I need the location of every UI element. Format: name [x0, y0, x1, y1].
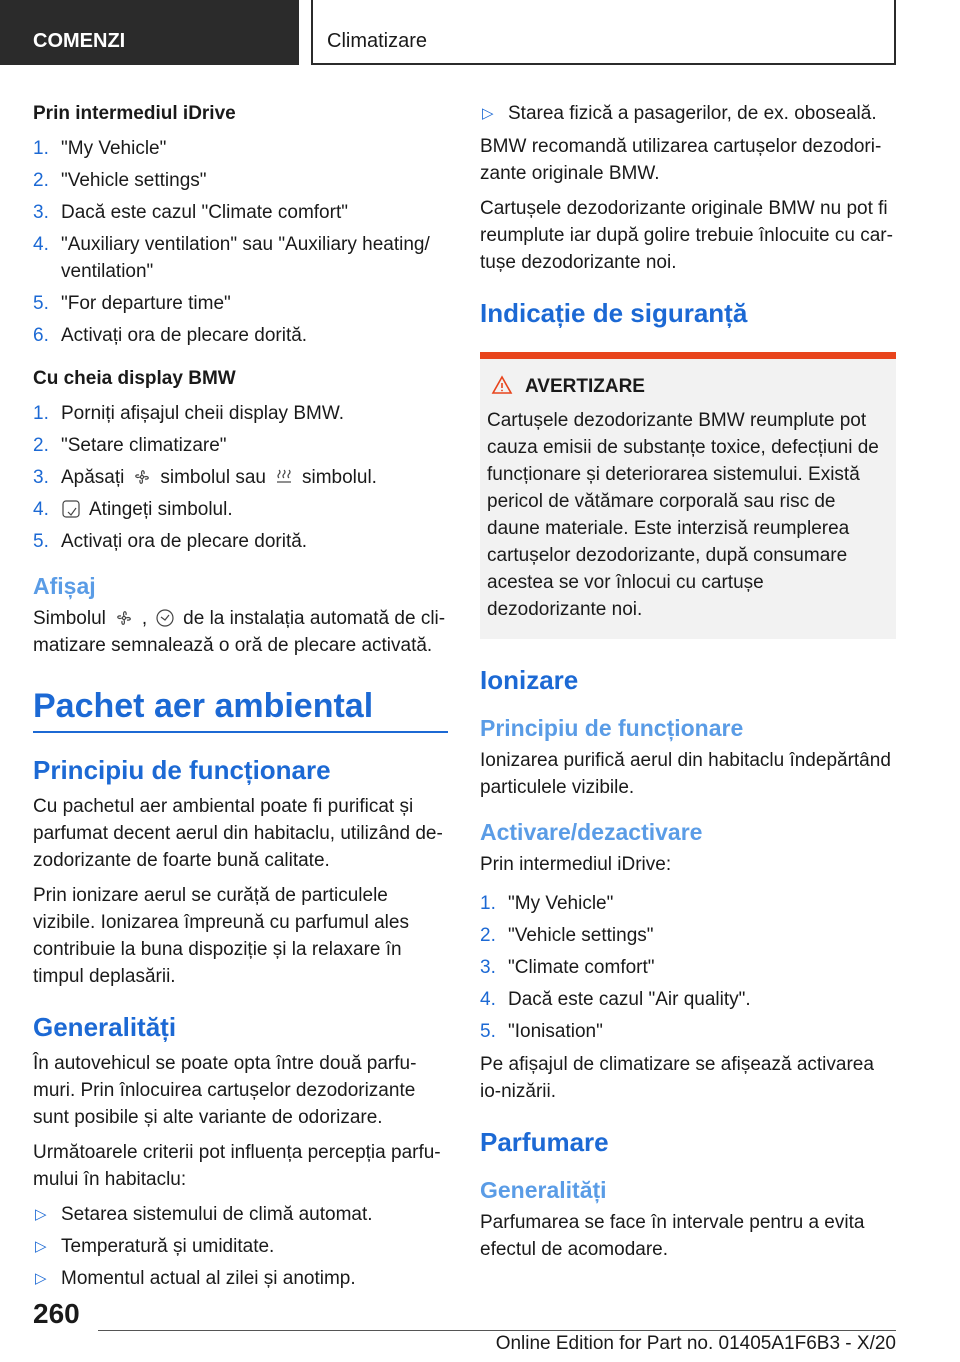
list-item: 1. Porniți afișajul cheii display BMW.: [33, 403, 344, 424]
list-item: 2. "Vehicle settings": [480, 925, 654, 946]
right-column: [480, 100, 896, 1271]
list-item: 5. "Ionisation": [480, 1021, 603, 1042]
list-item: ▷ Temperatură și umiditate.: [35, 1236, 275, 1257]
list-item: 3. Dacă este cazul "Climate comfort": [33, 202, 348, 223]
header-chapter-tab: Climatizare: [311, 0, 896, 65]
list-item: 3. "Climate comfort": [480, 957, 655, 978]
activare-heading: Activare/dezactivare: [480, 819, 703, 845]
list-item: 6. Activați ora de plecare dorită.: [33, 325, 308, 346]
left-column: [33, 100, 448, 1304]
criteria-list-continued: [480, 100, 896, 127]
idrive-steps: [33, 135, 448, 349]
parf-generalitati-text: Parfumarea se face în intervale pentru a evita efectul de acomodare.: [480, 1212, 865, 1260]
list-item: 4. Atingeți simbolul.: [33, 499, 233, 520]
clock-icon: [155, 608, 175, 628]
display-key-heading: Cu cheia display BMW: [33, 368, 236, 389]
list-item: ▷ Starea fizică a pasagerilor, de ex. oboseală.: [482, 103, 877, 124]
parfumare-heading: Parfumare: [480, 1127, 609, 1157]
list-item: 4. "Auxiliary ventilation" sau "Auxiliary heating/ ventilation": [33, 234, 430, 282]
refill-text: Cartușele dezodorizante originale BMW nu pot fi reumplute iar după golire trebuie înlocuite cu car-tușe dezodorizante noi.: [480, 198, 893, 273]
heat-fan-icon: [274, 467, 294, 487]
criteria-list: [33, 1201, 448, 1292]
parf-generalitati-heading: Generalități: [480, 1177, 607, 1203]
fan-icon: [132, 467, 152, 487]
page-number: 260: [33, 1298, 80, 1329]
footer-edition: Online Edition for Part no. 01405A1F6B3 - X/20: [495, 1333, 896, 1354]
fan-icon: [114, 608, 134, 628]
header-section-tab: COMENZI: [0, 0, 299, 65]
activare-after: Pe afișajul de climatizare se afișează activarea io-nizării.: [480, 1054, 874, 1102]
warning-box: [480, 352, 896, 639]
list-item: 1. "My Vehicle": [480, 893, 614, 914]
list-item: 2. "Setare climatizare": [33, 435, 227, 456]
list-item: 2. "Vehicle settings": [33, 170, 207, 191]
safety-heading: Indicație de siguranță: [480, 298, 748, 328]
idrive-heading: Prin intermediul iDrive: [33, 103, 236, 124]
list-item: 3. Apăsați simbolul sau simbolul.: [33, 467, 377, 488]
afisaj-heading: Afișaj: [33, 573, 96, 599]
ion-principiu-text: Ionizarea purifică aerul din habitaclu îndepărtând particulele vizibile.: [480, 750, 891, 798]
ionizare-heading: Ionizare: [480, 665, 579, 695]
principiu-p1: Cu pachetul aer ambiental poate fi purificat și parfumat decent aerul din habitaclu, utilizând de-zodorizante de foarte bună calitate.: [33, 796, 443, 871]
generalitati-p1: În autovehicul se poate opta între două parfu-muri. Prin înlocuirea cartușelor dezodorizante sunt posibile și alte variante de odorizare.: [33, 1053, 417, 1128]
ion-principiu-heading: Principiu de funcționare: [480, 715, 744, 741]
pachet-title: Pachet aer ambiental: [33, 685, 448, 733]
list-item: 4. Dacă este cazul "Air quality".: [480, 989, 751, 1010]
activare-intro: Prin intermediul iDrive:: [480, 854, 672, 875]
warning-title: AVERTIZARE: [487, 373, 888, 403]
list-item: ▷ Momentul actual al zilei și anotimp.: [35, 1268, 356, 1289]
warning-triangle-icon: [491, 375, 513, 403]
list-item: 5. "For departure time": [33, 293, 231, 314]
list-item: 5. Activați ora de plecare dorită.: [33, 531, 308, 552]
generalitati-p2: Următoarele criterii pot influența percepția parfu-mului în habitaclu:: [33, 1142, 441, 1190]
warning-text: Cartușele dezodorizante BMW reumplute pot cauza emisii de substanțe toxice, defecțiuni de funcționare și deteriorarea sistemului. Există pericol de vătămare corporală sau risc de daune materiale. Este interzisă reumplerea cartușelor dezodorizante, după consumare acestea se vor înlocui cu cartușe dezodorizante noi.: [487, 410, 879, 620]
principiu-heading: Principiu de funcționare: [33, 755, 331, 785]
afisaj-text: Simbolul , de la instalația automată de cli-matizare semnalează o oră de plecare activată.: [33, 608, 446, 656]
display-key-steps: [33, 400, 448, 555]
touch-symbol-icon: [61, 499, 81, 519]
principiu-p2: Prin ionizare aerul se curăță de particulele vizibile. Ionizarea împreună cu parfumul ales contribuie la buna dispoziție și la relaxare în timpul deplasării.: [33, 885, 409, 987]
list-item: 1. "My Vehicle": [33, 138, 167, 159]
generalitati-heading: Generalități: [33, 1012, 177, 1042]
list-item: ▷ Setarea sistemului de climă automat.: [35, 1204, 373, 1225]
activare-steps: [480, 890, 896, 1045]
recommend-text: BMW recomandă utilizarea cartușelor dezodori-zante originale BMW.: [480, 136, 882, 184]
